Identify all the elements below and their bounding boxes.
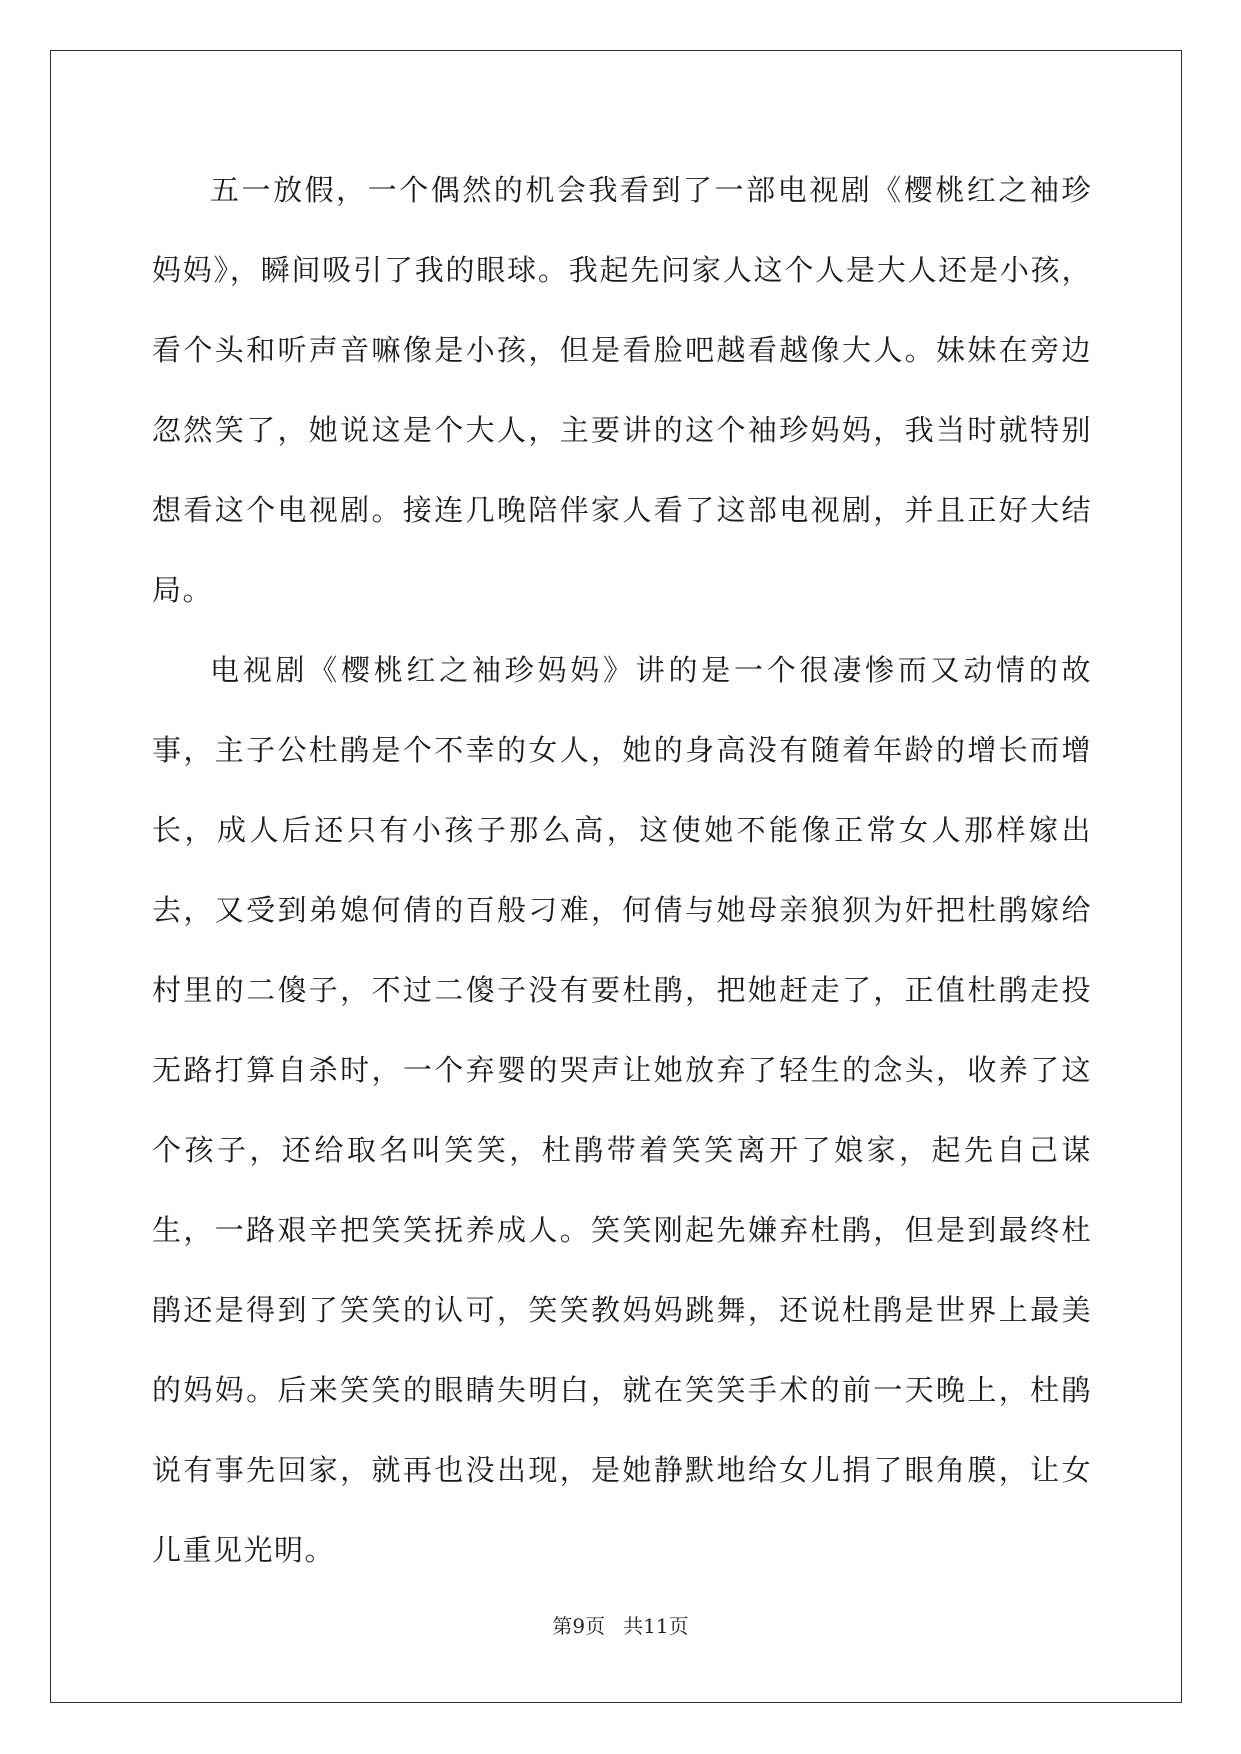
page-number: 第9页	[552, 1614, 606, 1638]
paragraph-1: 五一放假，一个偶然的机会我看到了一部电视剧《樱桃红之袖珍妈妈》，瞬间吸引了我的眼球。我起先问家人这个人是大人还是小孩，看个头和听声音嘛像是小孩，但是看脸吧越看越像大人。妹妹在旁边忽然笑了，她说这是个大人，主要讲的这个袖珍妈妈，我当时就特别想看这个电视剧。接连几晚陪伴家人看了这部电视剧，并且正好大结局。	[152, 173, 1092, 607]
paragraph-2: 电视剧《樱桃红之袖珍妈妈》讲的是一个很凄惨而又动情的故事，主子公杜鹃是个不幸的女人，她的身高没有随着年龄的增长而增长，成人后还只有小孩子那么高，这使她不能像正常女人那样嫁出去，又受到弟媳何倩的百般刁难，何倩与她母亲狼狈为奸把杜鹃嫁给村里的二傻子，不过二傻子没有要杜鹃，把她赶走了，正值杜鹃走投无路打算自杀时，一个弃婴的哭声让她放弃了轻生的念头，收养了这个孩子，还给取名叫笑笑，杜鹃带着笑笑离开了娘家，起先自己谋生，一路艰辛把笑笑抚养成人。笑笑刚起先嫌弃杜鹃，但是到最终杜鹃还是得到了笑笑的认可，笑笑教妈妈跳舞，还说杜鹃是世界上最美的妈妈。后来笑笑的眼睛失明白，就在笑笑手术的前一天晚上，杜鹃说有事先回家，就再也没出现，是她静默地给女儿捐了眼角膜，让女儿重见光明。	[152, 653, 1092, 1567]
document-body	[152, 150, 1092, 1590]
page-total: 共11页	[623, 1614, 689, 1638]
page-footer	[0, 1610, 1241, 1639]
